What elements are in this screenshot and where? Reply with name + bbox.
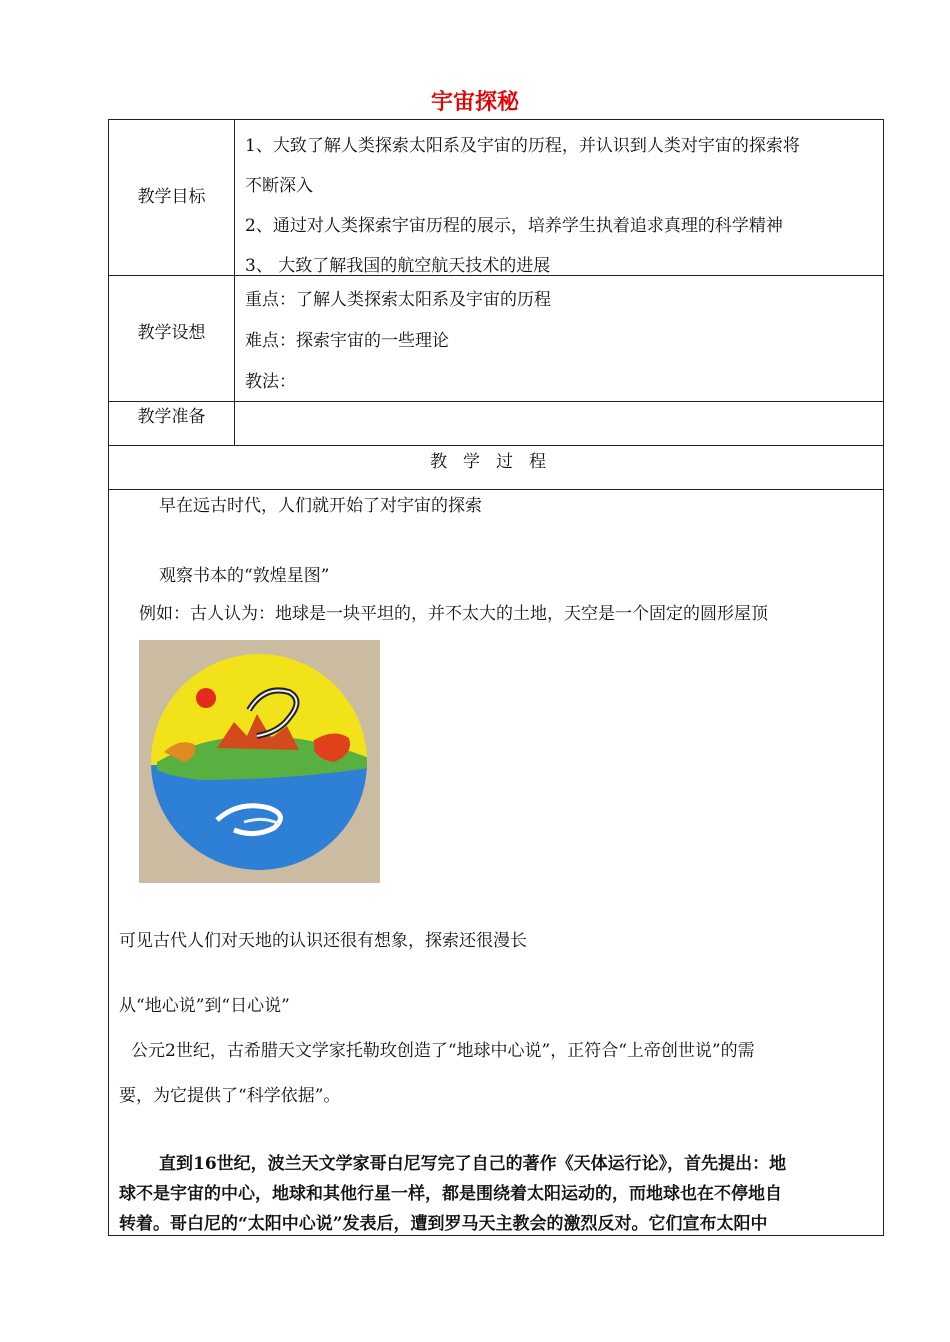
ancient-cosmos-illustration bbox=[139, 640, 380, 883]
process-p7-line-3: 转着。哥白尼的“太阳中心说”发表后，遭到罗马天主教会的激烈反对。它们宣布太阳中 bbox=[119, 1214, 768, 1234]
process-p2: 观察书本的“敦煌星图” bbox=[159, 566, 330, 586]
goals-line-3: 2、通过对人类探索宇宙历程的展示，培养学生执着追求真理的科学精神 bbox=[245, 216, 783, 236]
goals-line-4: 3、 大致了解我国的航空航天技术的进展 bbox=[245, 256, 551, 276]
process-header: 教学过程 bbox=[430, 452, 562, 472]
prep-label: 教学准备 bbox=[137, 407, 206, 427]
process-p5: 从“地心说”到“日心说” bbox=[119, 996, 290, 1016]
page-title: 宇宙探秘 bbox=[430, 90, 519, 115]
goals-content bbox=[245, 126, 877, 286]
process-p1: 早在远古时代，人们就开始了对宇宙的探索 bbox=[159, 496, 482, 516]
design-difficulty: 难点：探索宇宙的一些理论 bbox=[245, 331, 449, 351]
row-divider bbox=[109, 489, 883, 490]
design-content bbox=[245, 280, 877, 403]
goals-line-2: 不断深入 bbox=[245, 176, 313, 196]
lesson-table bbox=[108, 119, 884, 1236]
design-method: 教法： bbox=[245, 372, 296, 392]
row-divider bbox=[109, 445, 883, 446]
goals-line-1: 1、大致了解人类探索太阳系及宇宙的历程，并认识到人类对宇宙的探索将 bbox=[245, 136, 800, 156]
process-p3: 例如：古人认为：地球是一块平坦的，并不太大的土地，天空是一个固定的圆形屋顶 bbox=[139, 604, 768, 624]
design-focus: 重点：了解人类探索太阳系及宇宙的历程 bbox=[245, 290, 551, 310]
process-p7-line-1: 直到16世纪，波兰天文学家哥白尼写完了自己的著作《天体运行论》，首先提出：地 bbox=[159, 1154, 787, 1174]
process-p7-line-2: 球不是宇宙的中心，地球和其他行星一样，都是围绕着太阳运动的，而地球也在不停地自 bbox=[119, 1184, 782, 1204]
process-p6-line-1: 公元2世纪，古希腊天文学家托勒玫创造了“地球中心说”，正符合“上帝创世说”的需 bbox=[131, 1041, 755, 1061]
process-p4: 可见古代人们对天地的认识还很有想象，探索还很漫长 bbox=[119, 931, 527, 951]
column-divider bbox=[234, 120, 235, 445]
goals-label: 教学目标 bbox=[137, 187, 206, 207]
process-p6-line-2: 要，为它提供了“科学依据”。 bbox=[119, 1086, 341, 1106]
design-label: 教学设想 bbox=[137, 323, 206, 343]
